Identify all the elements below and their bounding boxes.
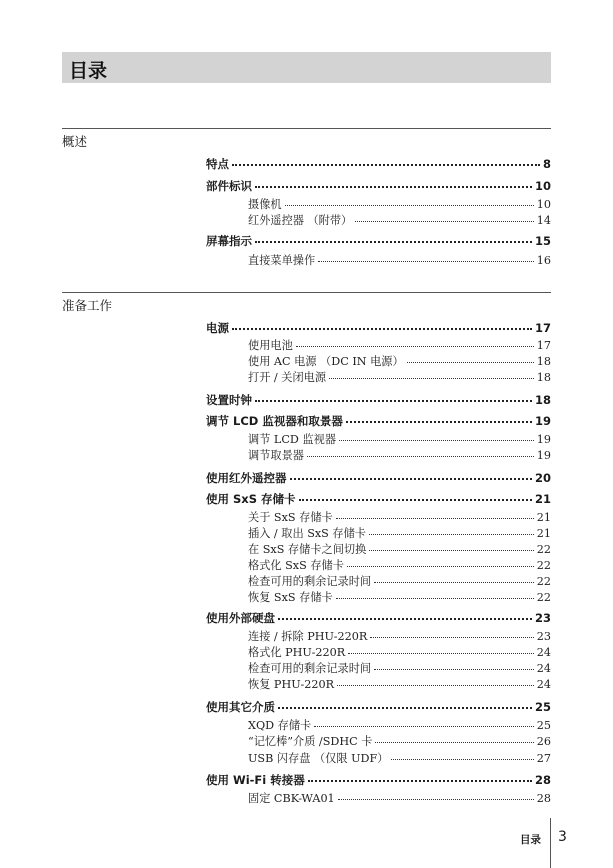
- toc-entry-label: 特点: [206, 157, 229, 171]
- toc-entry-page: 14: [536, 214, 551, 227]
- toc-entry-label: 打开 / 关闭电源: [248, 371, 327, 384]
- dot-leader: [336, 506, 534, 519]
- dot-leader: [278, 606, 532, 620]
- dot-leader: [347, 554, 534, 567]
- toc-entry-page: 21: [534, 492, 551, 506]
- title-bar: [62, 52, 551, 83]
- footer-divider: [550, 818, 551, 868]
- page-title: 目录: [69, 60, 108, 82]
- toc-entry-label: 调节 LCD 监视器: [248, 433, 337, 446]
- toc-entry-page: 22: [536, 559, 551, 572]
- dot-leader: [290, 466, 532, 480]
- toc-entry-adjust-lcd-viewfinder[interactable]: [206, 411, 551, 427]
- dot-leader: [307, 444, 534, 457]
- dot-leader: [278, 695, 532, 709]
- toc-entry-label: 在 SxS 存储卡之间切换: [248, 543, 367, 556]
- toc-entry-page: 19: [534, 414, 551, 428]
- toc-entry-page: 23: [534, 611, 551, 625]
- toc-entry-label: 恢复 SxS 存储卡: [248, 591, 333, 604]
- footer-label: 目录: [520, 834, 541, 846]
- toc-entry-page: 22: [536, 591, 551, 604]
- toc-subentry-usb-flash[interactable]: [248, 749, 551, 765]
- toc-entry-label: 格式化 SxS 存储卡: [248, 559, 344, 572]
- dot-leader: [255, 388, 532, 402]
- toc-entry-page: 10: [534, 179, 551, 193]
- toc-entry-page: 21: [536, 527, 551, 540]
- dot-leader: [369, 538, 533, 551]
- toc-entry-label: 插入 / 取出 SxS 存储卡: [248, 527, 366, 540]
- toc-entry-other-media[interactable]: [206, 697, 551, 713]
- toc-entry-label: 使用 AC 电源 （DC IN 电源）: [248, 355, 404, 368]
- toc-entry-page: 25: [536, 719, 551, 732]
- dot-leader: [369, 522, 534, 535]
- toc-entry-page: 28: [534, 773, 551, 787]
- toc-entry-page: 18: [534, 393, 551, 407]
- toc-entry-label: 固定 CBK-WA01: [248, 792, 335, 805]
- toc-entry-page: 19: [536, 433, 551, 446]
- toc-entry-label: 格式化 PHU-220R: [248, 646, 346, 659]
- toc-entry-page: 24: [536, 678, 551, 691]
- toc-entry-label: 使用电池: [248, 339, 293, 352]
- toc-entry-page: 17: [536, 339, 551, 352]
- toc-entry-label: XQD 存储卡: [248, 719, 312, 732]
- toc-entry-label: 电源: [206, 321, 229, 335]
- toc-subentry-adjust-viewfinder[interactable]: [248, 446, 551, 462]
- dot-leader: [318, 249, 534, 262]
- toc-entry-page: 23: [536, 630, 551, 643]
- toc-subentry-restore-phu[interactable]: [248, 675, 551, 691]
- toc-entry-page: 18: [536, 371, 551, 384]
- dot-leader: [329, 366, 534, 379]
- toc-entry-label: 使用外部硬盘: [206, 611, 275, 625]
- toc-subentry-power-on-off[interactable]: [248, 368, 551, 384]
- dot-leader: [336, 586, 534, 599]
- toc-entry-page: 22: [536, 575, 551, 588]
- toc-entry-label: 调节 LCD 监视器和取景器: [206, 414, 343, 428]
- toc-entry-label: 直接菜单操作: [248, 254, 316, 267]
- dot-leader: [370, 625, 533, 638]
- toc-entry-parts-identification[interactable]: [206, 176, 551, 192]
- toc-entry-set-clock[interactable]: [206, 390, 551, 406]
- dot-leader: [255, 174, 532, 188]
- toc-entry-label: 检查可用的剩余记录时间: [248, 575, 372, 588]
- toc-entry-label: 连接 / 拆除 PHU-220R: [248, 630, 368, 643]
- dot-leader: [232, 152, 540, 166]
- dot-leader: [255, 229, 532, 243]
- dot-leader: [232, 316, 532, 330]
- toc-entry-ir-remote[interactable]: [206, 468, 551, 484]
- toc-entry-page: 22: [536, 543, 551, 556]
- toc-entry-page: 26: [536, 735, 551, 748]
- toc-entry-label: “记忆棒”介质 /SDHC 卡: [248, 735, 373, 748]
- toc-entry-page: 19: [536, 449, 551, 462]
- toc-subentry-direct-menu[interactable]: [248, 251, 551, 267]
- toc-entry-label: 使用 SxS 存储卡: [206, 492, 296, 506]
- dot-leader: [355, 209, 534, 222]
- dot-leader: [338, 787, 534, 800]
- toc-entry-label: 使用红外遥控器: [206, 471, 287, 485]
- dot-leader: [391, 747, 533, 760]
- toc-entry-features[interactable]: [206, 154, 551, 170]
- page-number: 3: [558, 829, 567, 845]
- toc-entry-page: 27: [536, 752, 551, 765]
- toc-entry-label: 红外遥控器 （附带）: [248, 214, 353, 227]
- toc-entry-label: 关于 SxS 存储卡: [248, 511, 333, 524]
- toc-entry-label: 设置时钟: [206, 393, 252, 407]
- toc-entry-page: 25: [534, 700, 551, 714]
- toc-entry-power[interactable]: [206, 318, 551, 334]
- toc-entry-label: 部件标识: [206, 179, 252, 193]
- toc-entry-screen-indications[interactable]: [206, 231, 551, 247]
- toc-entry-page: 18: [536, 355, 551, 368]
- toc-entry-label: 屏幕指示: [206, 234, 252, 248]
- dot-leader: [374, 657, 534, 670]
- toc-entry-label: 使用 Wi-Fi 转接器: [206, 773, 305, 787]
- dot-leader: [348, 641, 534, 654]
- toc-entry-page: 17: [534, 321, 551, 335]
- toc-entry-page: 24: [536, 646, 551, 659]
- toc-entry-page: 10: [536, 198, 551, 211]
- toc-entry-label: 摄像机: [248, 198, 282, 211]
- toc-entry-sxs-card[interactable]: [206, 489, 551, 505]
- dot-leader: [285, 193, 534, 206]
- toc-subentry-ir-remote[interactable]: [248, 211, 551, 227]
- toc-entry-page: 8: [542, 157, 551, 171]
- toc-entry-wifi-adapter[interactable]: [206, 770, 551, 786]
- toc-entry-external-hdd[interactable]: [206, 608, 551, 624]
- toc-entry-page: 15: [534, 234, 551, 248]
- dot-leader: [296, 334, 534, 347]
- section-divider: [62, 292, 551, 293]
- toc-entry-page: 21: [536, 511, 551, 524]
- dot-leader: [346, 409, 532, 423]
- toc-entry-label: 恢复 PHU-220R: [248, 678, 335, 691]
- toc-entry-page: 24: [536, 662, 551, 675]
- toc-entry-page: 16: [536, 254, 551, 267]
- toc-subentry-memory-stick-sdhc[interactable]: [248, 732, 551, 748]
- toc-subentry-restore-sxs[interactable]: [248, 588, 551, 604]
- toc-entry-page: 20: [534, 471, 551, 485]
- toc-entry-label: 调节取景器: [248, 449, 304, 462]
- toc-entry-label: 使用其它介质: [206, 700, 275, 714]
- toc-entry-label: 检查可用的剩余记录时间: [248, 662, 372, 675]
- dot-leader: [299, 487, 532, 501]
- toc-entry-label: USB 闪存盘 （仅限 UDF）: [248, 752, 389, 765]
- dot-leader: [407, 350, 534, 363]
- section-title-preparation: 准备工作: [62, 298, 113, 313]
- dot-leader: [314, 714, 534, 727]
- dot-leader: [375, 730, 533, 743]
- toc-entry-page: 28: [536, 792, 551, 805]
- section-divider: [62, 128, 551, 129]
- section-title-overview: 概述: [62, 134, 88, 149]
- dot-leader: [337, 673, 534, 686]
- dot-leader: [308, 768, 532, 782]
- toc-subentry-attach-cbk[interactable]: [248, 789, 551, 805]
- dot-leader: [339, 428, 534, 441]
- dot-leader: [374, 570, 534, 583]
